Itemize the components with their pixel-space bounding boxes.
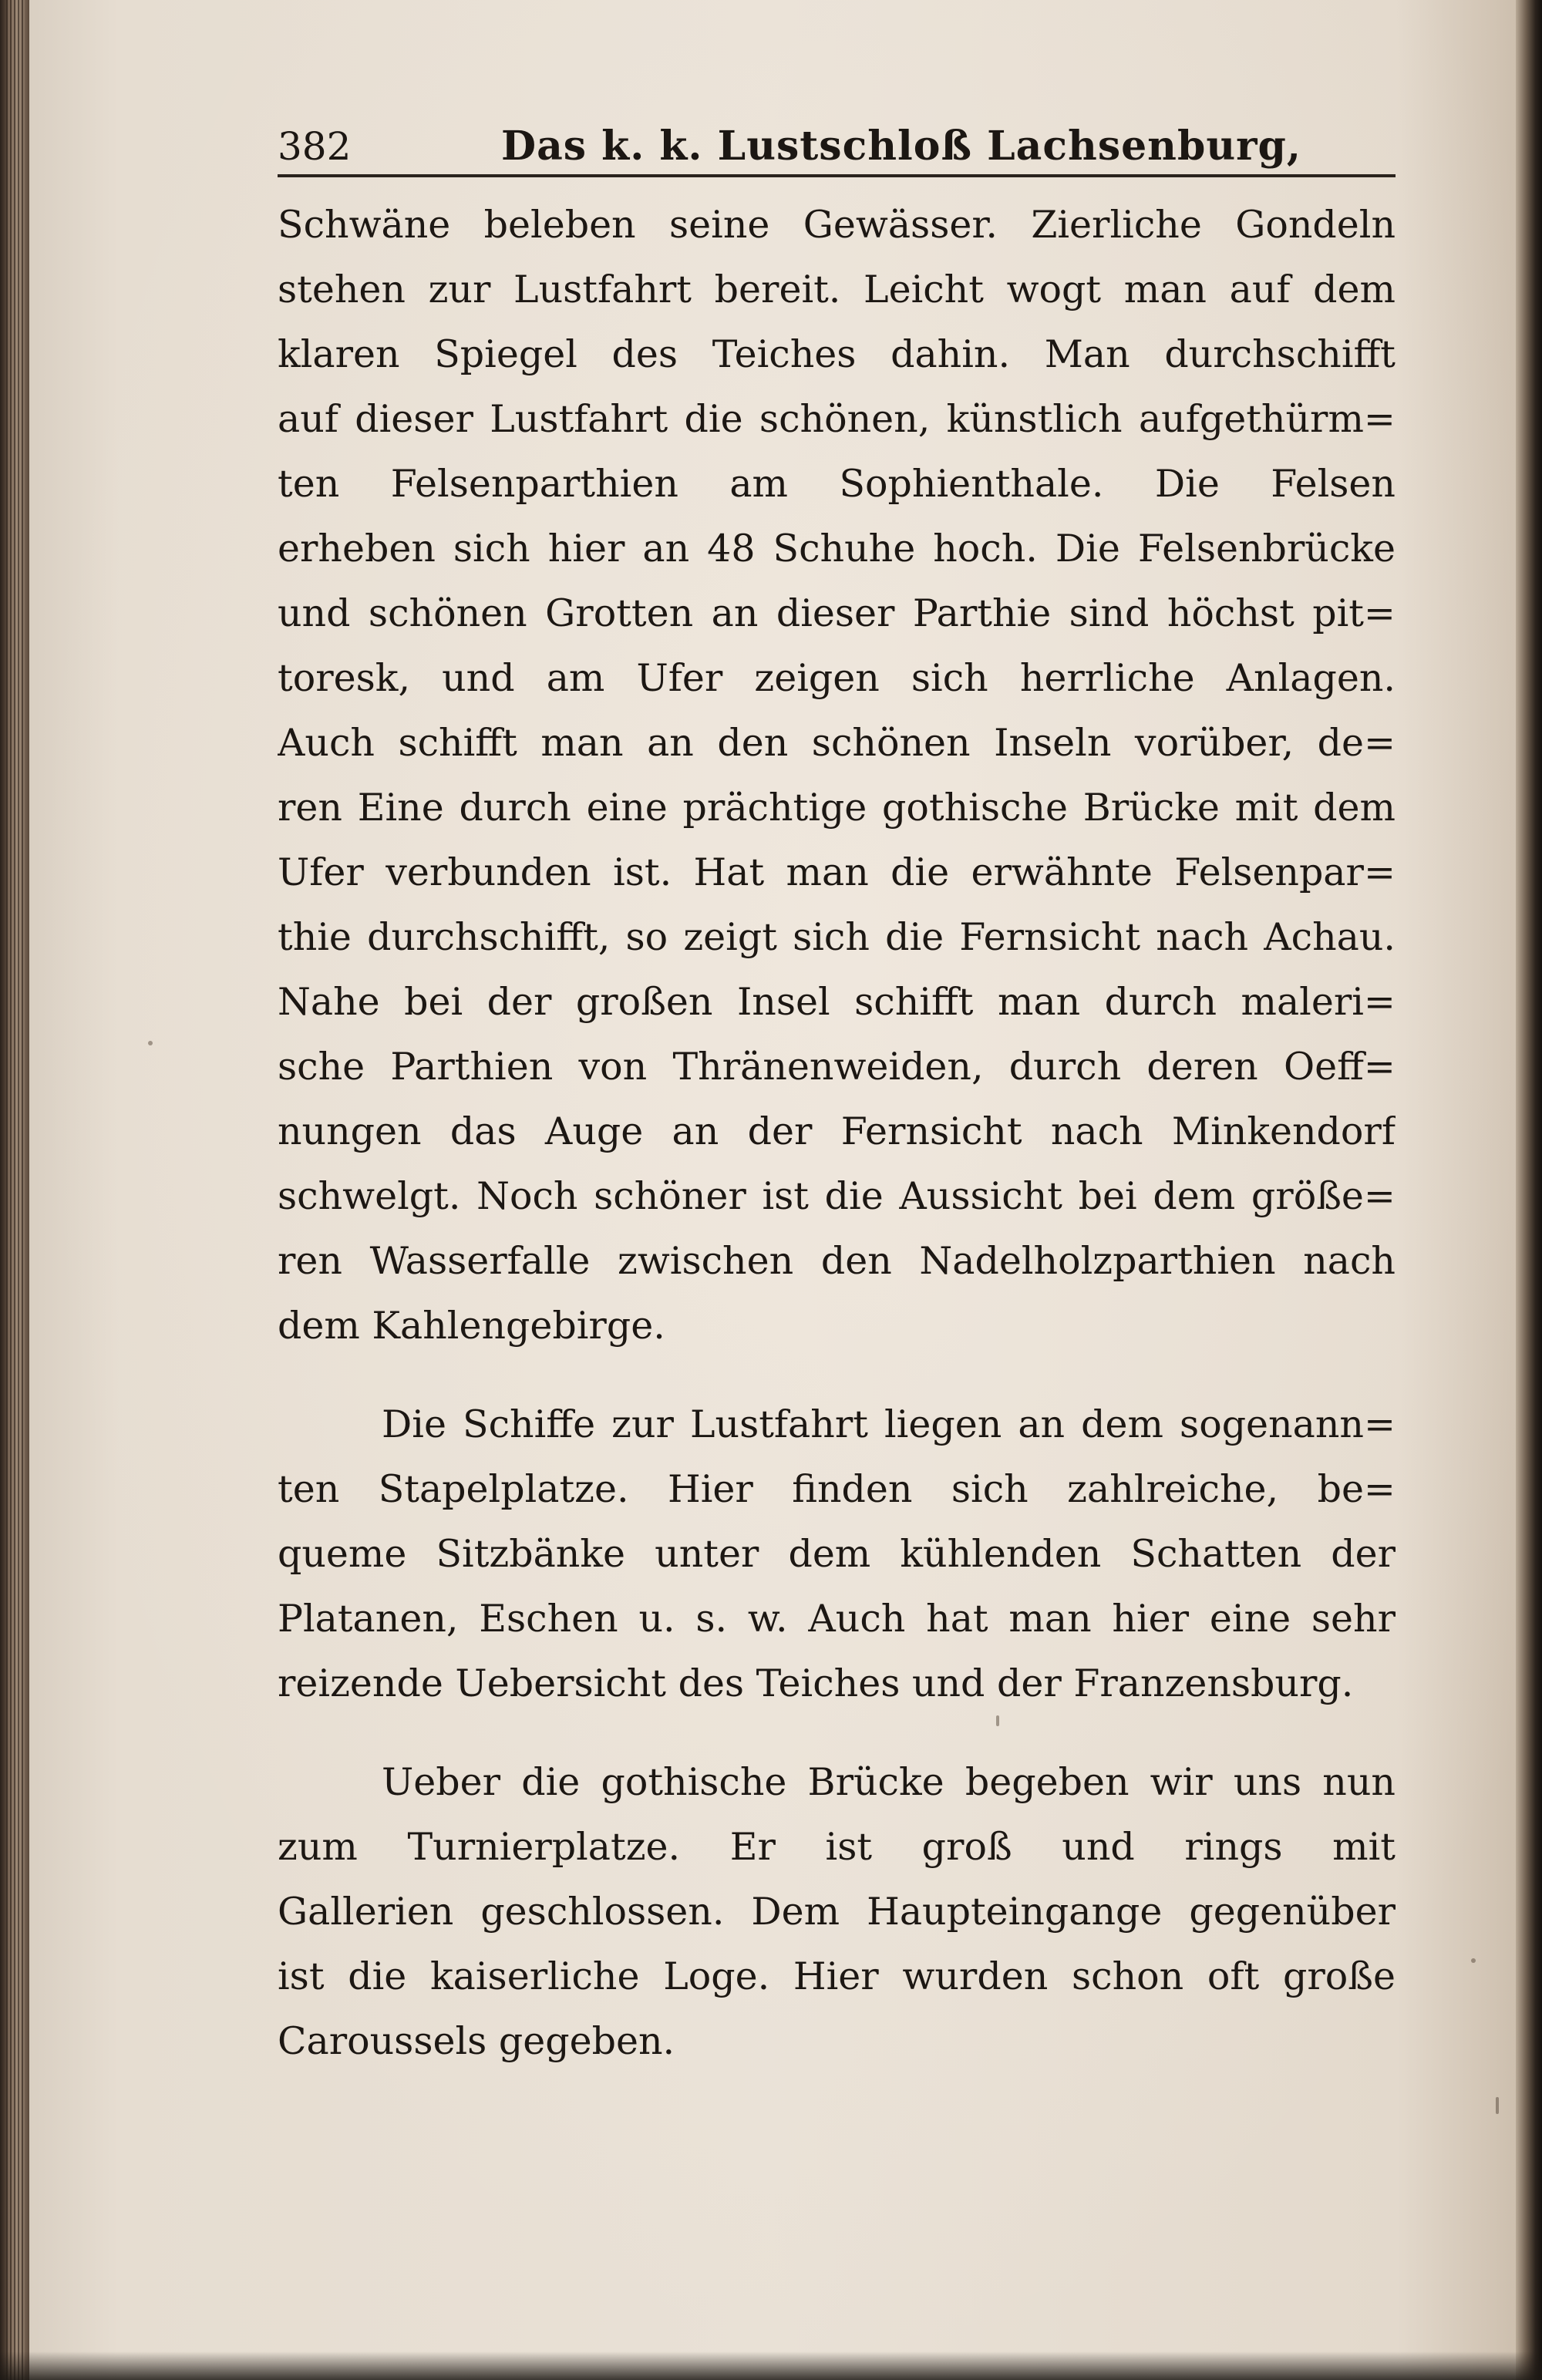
- text-line: toresk, und am Ufer zeigen sich herrliche Anlagen.: [278, 656, 1396, 700]
- paper-fleck: [1471, 1958, 1476, 1963]
- text-line: Schwäne beleben seine Gewässer. Zierliche Gondeln: [278, 203, 1396, 247]
- text-line: ten Stapelplatze. Hier finden sich zahlreiche, be=: [278, 1467, 1396, 1511]
- text-line: thie durchschifft, so zeigt sich die Fernsicht nach Achau.: [278, 915, 1396, 959]
- paragraph-2: [278, 1392, 1396, 1716]
- paper-fleck: [148, 1041, 153, 1045]
- text-line: ren Eine durch eine prächtige gothische Brücke mit dem: [278, 786, 1396, 830]
- bottom-shadow: [0, 2351, 1542, 2380]
- text-line: ten Felsenparthien am Sophienthale. Die Felsen: [278, 462, 1396, 506]
- page-stack-stripes: [6, 0, 25, 2380]
- text-line: dem Kahlengebirge.: [278, 1304, 665, 1348]
- header-rule: [278, 174, 1396, 177]
- paragraph-spacer: [278, 1716, 1396, 1750]
- text-line: nungen das Auge an der Fernsicht nach Minkendorf: [278, 1109, 1396, 1153]
- text-line: zum Turnierplatze. Er ist groß und rings mit: [278, 1825, 1396, 1869]
- text-line: reizende Uebersicht des Teiches und der Franzensburg.: [278, 1661, 1354, 1705]
- text-line: Die Schiffe zur Lustfahrt liegen an dem sogenann=: [382, 1402, 1396, 1446]
- paper-fleck: [1496, 2097, 1499, 2114]
- running-head: [278, 116, 1396, 177]
- text-line: klaren Spiegel des Teiches dahin. Man durchschifft: [278, 332, 1396, 376]
- page-number: 382: [278, 124, 352, 169]
- text-line: sche Parthien von Thränenweiden, durch deren Oeff=: [278, 1045, 1396, 1089]
- text-line: Gallerien geschlossen. Dem Haupteingange gegenüber: [278, 1890, 1396, 1934]
- text-line: ren Wasserfalle zwischen den Nadelholzparthien nach: [278, 1239, 1396, 1283]
- text-line: erheben sich hier an 48 Schuhe hoch. Die Felsenbrücke: [278, 527, 1396, 571]
- right-binding-shadow: [1516, 0, 1542, 2380]
- body-text: [278, 193, 1396, 2074]
- text-line: Auch schifft man an den schönen Inseln vorüber, de=: [278, 721, 1396, 765]
- running-title: Das k. k. Lustschloß Lachsenburg,: [501, 123, 1302, 170]
- text-line: auf dieser Lustfahrt die schönen, künstlich aufgethürm=: [278, 397, 1396, 441]
- text-line: Ufer verbunden ist. Hat man die erwähnte Felsenpar=: [278, 850, 1396, 894]
- paragraph-1: [278, 193, 1396, 1358]
- text-line: Caroussels gegeben.: [278, 2019, 675, 2063]
- left-page-edge: [0, 0, 29, 2380]
- paragraph-3: [278, 1750, 1396, 2074]
- text-line: Ueber die gothische Brücke begeben wir uns nun: [382, 1760, 1396, 1804]
- text-line: Nahe bei der großen Insel schifft man durch maleri=: [278, 980, 1396, 1024]
- text-line: Platanen, Eschen u. s. w. Auch hat man hier eine sehr: [278, 1597, 1396, 1641]
- text-line: ist die kaiserliche Loge. Hier wurden schon oft große: [278, 1954, 1396, 1998]
- paragraph-spacer: [278, 1358, 1396, 1392]
- text-line: und schönen Grotten an dieser Parthie sind höchst pit=: [278, 591, 1396, 635]
- text-line: stehen zur Lustfahrt bereit. Leicht wogt man auf dem: [278, 268, 1396, 311]
- text-line: schwelgt. Noch schöner ist die Aussicht bei dem größe=: [278, 1174, 1396, 1218]
- text-line: queme Sitzbänke unter dem kühlenden Schatten der: [278, 1532, 1396, 1576]
